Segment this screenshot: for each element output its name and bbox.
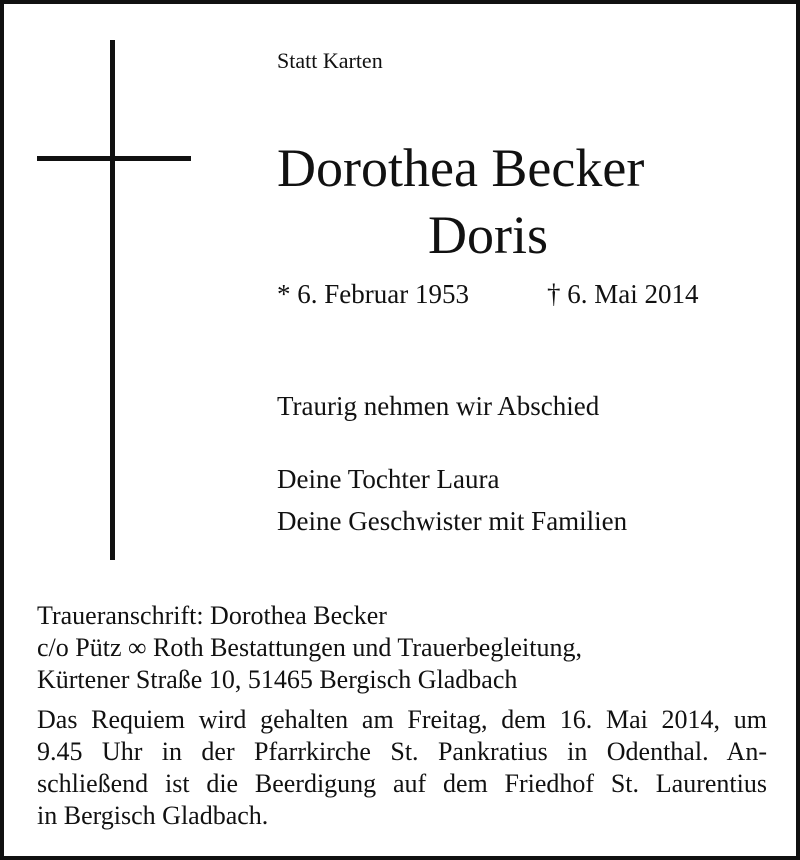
- address-line: Traueranschrift: Dorothea Becker: [37, 601, 387, 630]
- life-dates: [277, 278, 699, 310]
- header-note: Statt Karten: [277, 48, 383, 73]
- deceased-nickname: Doris: [428, 205, 548, 265]
- birth-date: * 6. Februar 1953: [277, 279, 469, 309]
- cross-icon: [110, 40, 115, 560]
- mourner-line: Deine Tochter Laura: [277, 464, 500, 494]
- requiem-line: Das Requiem wird gehalten am Freitag, dem 16. Mai 2014, um: [37, 705, 767, 734]
- deceased-name: Dorothea Becker: [277, 138, 645, 198]
- address-line: Kürtener Straße 10, 51465 Bergisch Gladbach: [37, 665, 518, 694]
- requiem-line: in Bergisch Gladbach.: [37, 801, 269, 830]
- requiem-line: 9.45 Uhr in der Pfarrkirche St. Pankratius in Odenthal. An-: [37, 737, 767, 766]
- address-line: c/o Pütz ∞ Roth Bestattungen und Trauerbegleitung,: [37, 633, 582, 662]
- requiem-line: schließend ist die Beerdigung auf dem Friedhof St. Laurentius: [37, 769, 767, 798]
- death-date: † 6. Mai 2014: [547, 279, 699, 309]
- requiem-info: [37, 704, 767, 832]
- mourner-line: Deine Geschwister mit Familien: [277, 506, 628, 536]
- farewell-text: Traurig nehmen wir Abschied: [277, 391, 600, 421]
- mourning-address: [37, 600, 767, 696]
- cross-icon-crossbar: [37, 156, 191, 161]
